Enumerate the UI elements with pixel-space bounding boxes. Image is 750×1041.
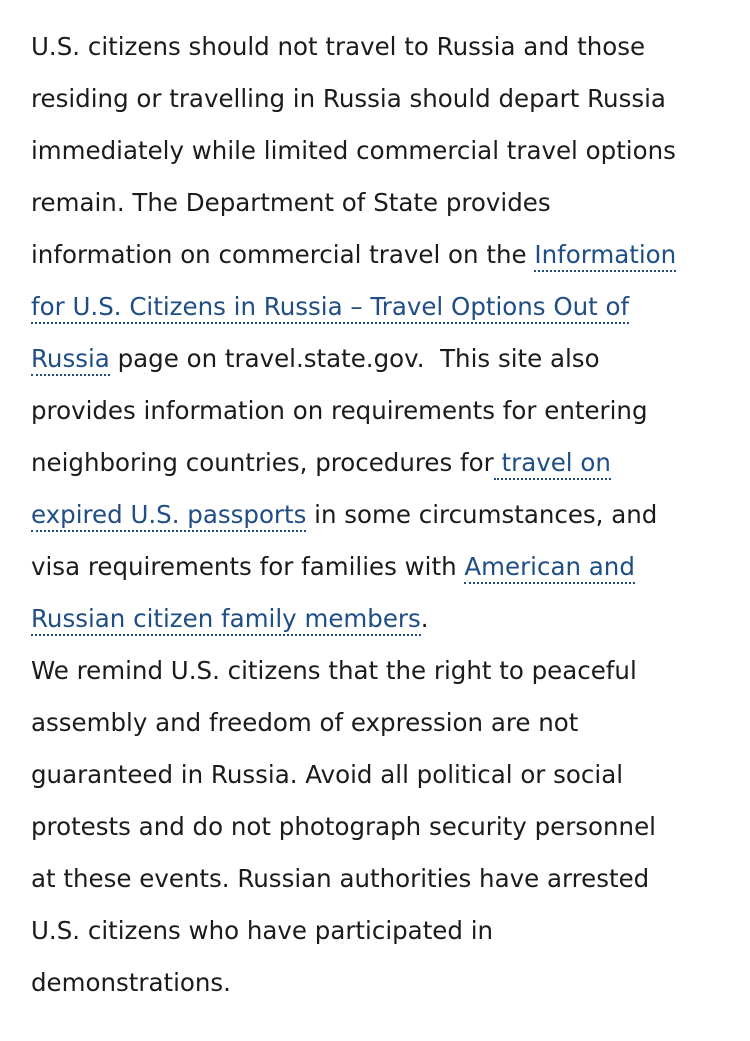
link-travel-options-out-of-russia[interactable]: Russia [31, 344, 110, 376]
link-travel-on-expired-passports[interactable]: expired U.S. passports [31, 500, 306, 532]
text-line: at these events. Russian authorities have arrested [31, 864, 650, 893]
text-line: We remind U.S. citizens that the right to peaceful [31, 656, 637, 685]
text-line: U.S. citizens should not travel to Russia and those [31, 32, 646, 61]
text-line: provides information on requirements for entering [31, 396, 648, 425]
text-line: immediately while limited commercial travel options [31, 136, 676, 165]
text-line: demonstrations. [31, 968, 231, 997]
link-travel-on-expired-passports[interactable]: travel on [494, 448, 611, 480]
advisory-paragraph-protests [31, 645, 731, 1009]
text-line: guaranteed in Russia. Avoid all political or social [31, 760, 624, 789]
text-line: page on travel.state.gov. This site also [109, 344, 600, 373]
link-american-russian-family-members[interactable]: Russian citizen family members [31, 604, 421, 636]
text-line: remain. The Department of State provides [31, 188, 551, 217]
text-line: information on commercial travel on the [31, 240, 535, 269]
text-line: neighboring countries, procedures for [31, 448, 494, 477]
text-line: in some circumstances, and [306, 500, 658, 529]
link-travel-options-out-of-russia[interactable]: Information [534, 240, 676, 272]
text-line: . [420, 604, 429, 633]
link-travel-options-out-of-russia[interactable]: for U.S. Citizens in Russia – Travel Options Out of [31, 292, 629, 324]
advisory-content [31, 21, 731, 1009]
text-line: assembly and freedom of expression are not [31, 708, 579, 737]
advisory-paragraph-travel [31, 21, 731, 645]
text-line: residing or travelling in Russia should depart Russia [31, 84, 666, 113]
text-line: U.S. citizens who have participated in [31, 916, 494, 945]
text-line: visa requirements for families with [31, 552, 465, 581]
text-line: protests and do not photograph security personnel [31, 812, 656, 841]
link-american-russian-family-members[interactable]: American and [464, 552, 634, 584]
